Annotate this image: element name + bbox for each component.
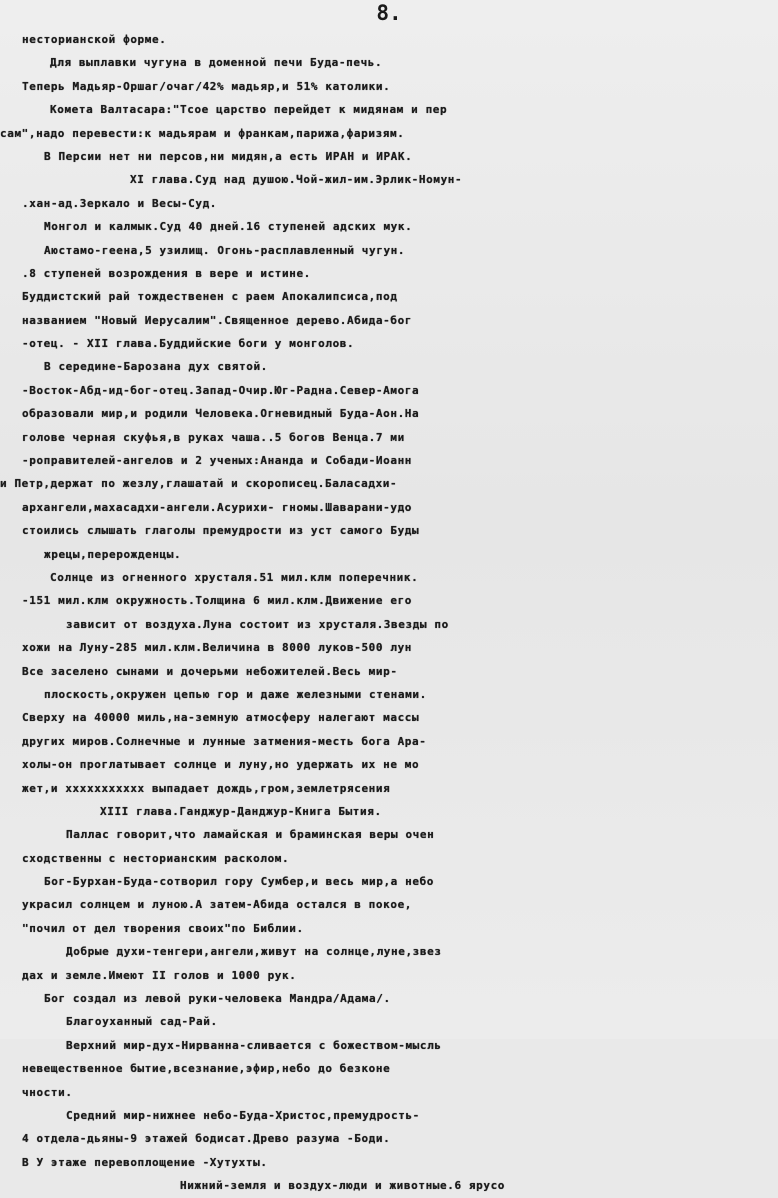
text-line: голове черная скуфья,в руках чаша..5 богов Венца.7 ми [22,430,405,444]
text-line: Все заселено сынами и дочерьми небожителей.Весь мир- [22,664,398,678]
text-line: Бог создал из левой руки-человека Мандра/Адама/. [44,992,391,1006]
text-line: несторианской форме. [22,33,167,46]
text-line: Буддистский рай тождественен с раем Апокалипсиса,под [22,290,398,304]
text-line: В Персии нет ни персов,ни мидян,а есть ИРАН и ИРАК. [44,149,413,163]
text-line: стоились слышать глаголы премудрости из уст самого Буды [22,524,420,538]
text-line: и Петр,держат по жезлу,глашатай и скорописец.Баласадхи- [0,477,398,491]
text-line: Для выплавки чугуна в доменной печи Буда-печь. [50,56,383,70]
text-line: других миров.Солнечные и лунные затмения-месть бога Ара- [22,734,427,748]
text-line: жет,и xxxxxxxxxxx выпадает дождь,гром,землетрясения [22,781,391,795]
text-line: В середине-Барозана дух святой. [44,360,268,374]
text-line: Сверху на 40000 миль,на-земную атмосферу налегают массы [22,711,420,725]
text-line: зависит от воздуха.Луна состоит из хрусталя.Звезды по [66,617,449,631]
text-line: Комета Валтасара:"Тсое царство перейдет к мидянам и пер [50,103,448,117]
text-line: Солнце из огненного хрусталя.51 мил.клм поперечник. [50,570,419,584]
text-line: Благоуханный сад-Рай. [66,1015,218,1029]
text-line: Монгол и калмык.Суд 40 дней.16 ступеней адских мук. [44,220,413,234]
text-line: Паллас говорит,что ламайская и браминская веры очен [66,828,435,842]
text-line: невещественное бытие,всезнание,эфир,небо до безконе [22,1062,391,1076]
text-line: Верхний мир-дух-Нирванна-сливается с божеством-мысль [66,1038,442,1052]
text-line: XI глава.Суд над душою.Чой-жил-им.Эрлик-Номун- [130,173,463,187]
page-number: 8. [376,1,402,25]
text-line: XIII глава.Ганджур-Данджур-Книга Бытия. [100,804,382,818]
text-line: -Восток-Абд-ид-бог-отец.Запад-Очир.Юг-Радна.Север-Амога [22,383,420,397]
text-line: холы-он проглатывает солнце и луну,но удержать их не мо [22,758,420,772]
text-line: чности. [22,1085,73,1099]
text-line: Нижний-земля и воздух-люди и животные.6 ярусо [180,1179,506,1193]
text-line: .хан-ад.Зеркало и Весы-Суд. [22,196,218,210]
text-line: дах и земле.Имеют II голов и 1000 рук. [22,968,297,982]
text-line: плоскость,окружен цепью гор и даже железными стенами. [44,687,427,701]
text-line: -151 мил.клм окружность.Толщина 6 мил.клм.Движение его [22,594,413,608]
text-line: жрецы,перерожденцы. [44,547,182,561]
text-line: названием "Новый Иерусалим".Священное дерево.Абида-бог [22,313,413,327]
text-line: Теперь Мадьяр-Оршаг/очаг/42% мадьяр,и 51% католики. [22,79,391,93]
text-line: "почил от дел творения своих"по Библии. [22,921,304,935]
text-line: Средний мир-нижнее небо-Буда-Христос,премудрость- [66,1108,420,1122]
text-line: архангели,махасадхи-ангели.Асурихи- гномы.Шаварани-удо [22,500,413,514]
text-line: образовали мир,и родили Человека.Огневидный Буда-Аон.На [22,407,420,421]
text-line: В У этаже перевоплощение -Хутухты. [22,1155,268,1169]
text-line: Бог-Бурхан-Буда-сотворил гору Сумбер,и весь мир,а небо [44,875,435,889]
text-line: хожи на Луну-285 мил.клм.Величина в 8000 луков-500 лун [22,641,413,655]
text-line: -отец. - XII глава.Буддийские боги у монголов. [22,337,355,351]
text-line: украсил солнцем и луною.А затем-Абида остался в покое, [22,898,413,912]
text-line: 4 отдела-дьяны-9 этажей бодисат.Древо разума -Боди. [22,1132,391,1146]
text-line: .8 ступеней возрождения в вере и истине. [22,266,311,280]
text-lines [0,28,778,1198]
text-line: -роправителей-ангелов и 2 ученых:Ананда и Собади-Иоанн [22,454,413,468]
text-line: Аюстамо-геена,5 узилищ. Огонь-расплавленный чугун. [44,243,406,257]
text-line: сходственны с несторианским расколом. [22,851,290,865]
text-line: Добрые духи-тенгери,ангели,живут на солнце,луне,звез [66,945,442,959]
text-line: сам",надо перевести:к мадьярам и франкам,парижа,фаризям. [0,126,405,140]
